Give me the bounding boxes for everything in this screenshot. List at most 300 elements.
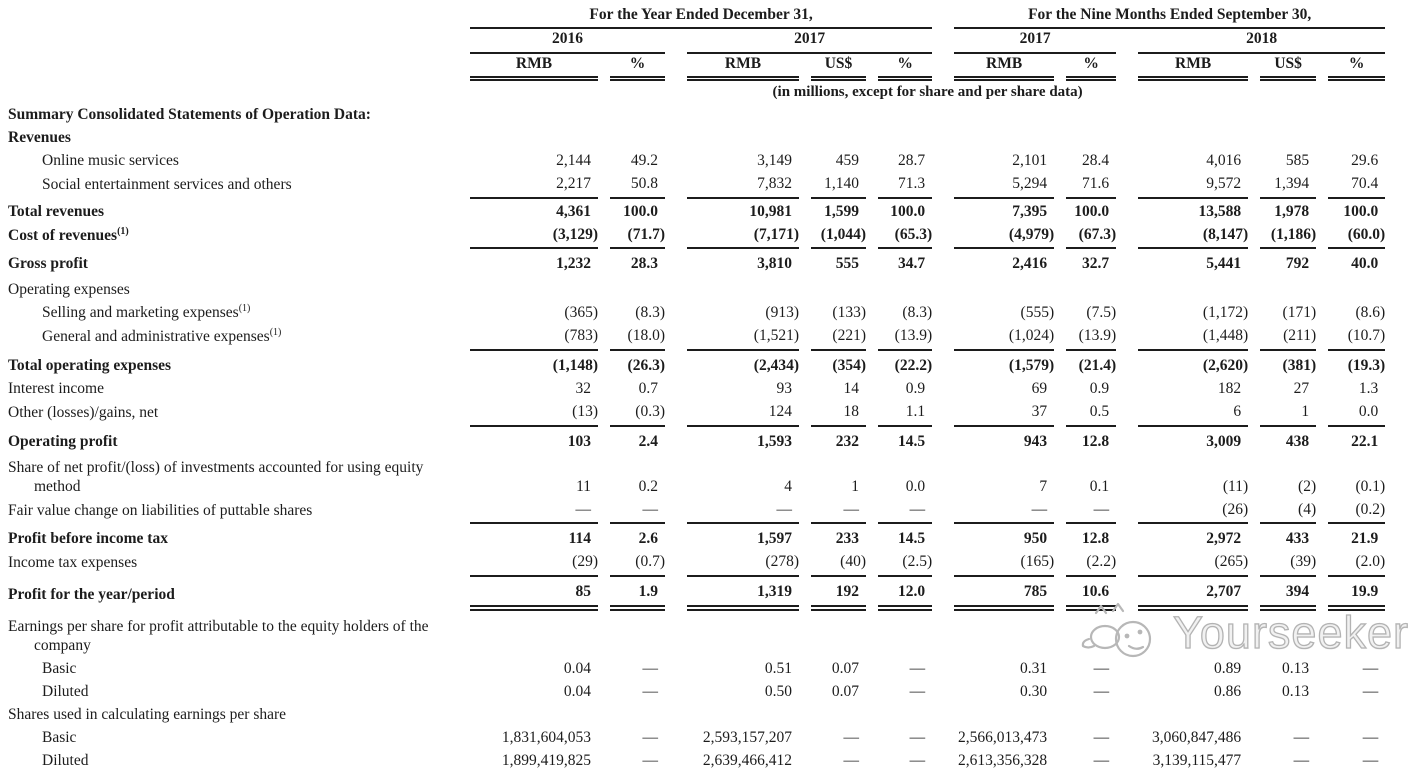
table-row [0,151,1385,174]
cell-value: (13) [470,402,598,426]
cell-value: (913) [765,304,799,322]
cell-value: 585 [1285,151,1310,169]
cell-value [1138,608,1248,659]
cell-value [470,277,598,303]
cell-value: 85 [470,576,598,608]
financial-table [0,5,1385,773]
cell-value: 7 [1039,477,1048,495]
cell-value: 943 [1023,432,1048,450]
cell-value: 100.0 [1074,202,1110,220]
cell-value: 1,593 [757,432,792,450]
cell-value: — [642,682,658,700]
cell-value: 2,972 [1206,530,1242,548]
table-row [0,500,1385,524]
cell-value: 3,060,847,486 [1152,728,1242,746]
cell-value: 1,319 [687,576,799,608]
cell-value: 4 [784,477,792,495]
table-row [0,705,1385,728]
cell-value: (1,186) [1260,225,1316,249]
cell-value: 69 [1031,379,1048,397]
period-header: For the Year Ended December 31, [470,5,932,28]
col-header: % [1328,53,1385,78]
table-row [0,303,1385,326]
cell-value: — [909,659,926,677]
cell-value: 0.51 [764,659,792,677]
cell-value [470,705,598,728]
cell-value: 93 [776,379,792,397]
cell-value: — [1293,728,1310,746]
cell-value: 40.0 [1351,255,1379,273]
cell-value: 7,832 [687,174,799,198]
cell-value: 0.2 [638,477,658,495]
cell-value [878,105,932,128]
cell-value: 394 [1260,576,1316,608]
table-row [0,277,1385,303]
cell-value: 71.6 [1066,174,1116,198]
cell-value: 28.4 [1082,151,1110,169]
cell-value: 114 [568,530,591,548]
col-header: US$ [1260,53,1316,78]
row-label: Total operating expenses [8,357,172,375]
cell-value: 792 [1285,255,1310,273]
table-row [0,659,1385,682]
cell-value: — [878,500,932,524]
cell-value: 10,981 [749,202,792,220]
cell-value: 34.7 [898,255,926,273]
year-header: 2017 [687,28,932,53]
cell-value: 3,139,115,477 [1152,751,1242,769]
cell-value: (67.3) [1066,225,1116,249]
cell-value [811,128,866,151]
cell-value: 0.31 [1020,659,1048,677]
cell-value: — [1293,751,1310,769]
cell-value: 28.3 [630,255,658,273]
cell-value [1328,128,1385,151]
cell-value: — [909,751,926,769]
cell-value: (13.9) [1066,326,1116,350]
cell-value: 100.0 [1343,202,1379,220]
table-row [0,350,1385,379]
cell-value: 1.1 [878,402,932,426]
cell-value: 22.1 [1351,432,1379,450]
cell-value [811,105,866,128]
cell-value: — [909,728,926,746]
cell-value: 13,588 [1198,202,1242,220]
cell-value: — [954,500,1054,524]
col-header: RMB [1138,53,1248,78]
cell-value: (18.0) [610,326,665,350]
cell-value: — [642,659,658,677]
cell-value: 37 [954,402,1054,426]
cell-value: (22.2) [894,357,933,375]
cell-value: (2.2) [1066,552,1116,576]
cell-value: 70.4 [1328,174,1385,198]
row-label: Earnings per share for profit attributable to the equity holders of the company [8,618,429,655]
cell-value: (21.4) [1078,357,1117,375]
cell-value: 32.7 [1082,255,1110,273]
cell-value: (0.3) [610,402,665,426]
cell-value: (2) [1298,477,1317,495]
cell-value: 12.8 [1082,530,1110,548]
cell-value: 50.8 [610,174,665,198]
cell-value: (555) [1020,304,1055,322]
cell-value: 1,140 [811,174,866,198]
cell-value [1260,105,1316,128]
year-header: 2018 [1138,28,1385,53]
table-row [0,174,1385,198]
cell-value: 0.30 [1020,682,1048,700]
cell-value [878,705,932,728]
row-label: Online music services [42,151,179,169]
cell-value: 4,016 [1206,151,1242,169]
cell-value: — [470,500,598,524]
cell-value [1066,705,1116,728]
cell-value: 14.5 [898,530,926,548]
row-label: Fair value change on liabilities of puttable shares [8,501,313,519]
cell-value: 71.3 [878,174,932,198]
row-label: Selling and marketing expenses$^{(1)}$ [42,303,251,322]
col-header: RMB [954,53,1054,78]
cell-value: 2,101 [1012,151,1048,169]
cell-value [811,277,866,303]
cell-value [687,128,799,151]
cell-value: (65.3) [878,225,932,249]
cell-value: 5,294 [954,174,1054,198]
cell-value: 1.9 [610,576,665,608]
cell-value: 2,707 [1138,576,1248,608]
cell-value: 1,394 [1260,174,1316,198]
col-header: % [610,53,665,78]
cell-value: 0.9 [905,379,926,397]
cell-value: 1.3 [1358,379,1379,397]
cell-value: (19.3) [1347,357,1386,375]
cell-value [1328,608,1385,659]
cell-value: (7,171) [687,225,799,249]
cell-value [1066,608,1116,659]
cell-value: 10.6 [1066,576,1116,608]
cell-value: (278) [687,552,799,576]
table-row [0,326,1385,350]
row-label: Income tax expenses [8,554,138,572]
cell-value: (26) [1138,500,1248,524]
cell-value: 49.2 [630,151,658,169]
row-label: Cost of revenues$^{(1)}$ [8,225,129,244]
cell-value: (26.3) [627,357,665,375]
cell-value [470,608,598,659]
cell-value [610,608,665,659]
cell-value: 182 [1217,379,1242,397]
cell-value: 14.5 [898,432,926,450]
watermark-text: Yourseeker [1173,606,1409,658]
cell-value: 27 [1293,379,1310,397]
cell-value: (171) [1282,304,1317,322]
col-header: US$ [811,53,866,78]
col-header: RMB [470,53,598,78]
cell-value [610,705,665,728]
cell-value: (2,620) [1202,357,1249,375]
cell-value [878,277,932,303]
table-row [0,455,1385,500]
cell-value: (39) [1260,552,1316,576]
cell-value: (211) [1260,326,1316,350]
cell-value: 0.5 [1066,402,1116,426]
row-label: Profit for the year/period [8,586,175,604]
cell-value: (8.3) [635,304,665,322]
cell-value [470,128,598,151]
cell-value: — [1093,751,1110,769]
cell-value [1328,105,1385,128]
cell-value: 192 [811,576,866,608]
cell-value: 1,978 [1274,202,1310,220]
row-label: General and administrative expenses$^{(1)}$ [42,327,282,346]
cell-value: (7.5) [1086,304,1117,322]
cell-value: (2.5) [878,552,932,576]
row-label: Summary Consolidated Statements of Operation Data: [8,106,371,124]
cell-value [687,705,799,728]
cell-value [1066,277,1116,303]
row-label: Basic [42,659,77,677]
cell-value: 0.04 [563,659,591,677]
cell-value: 0.9 [1089,379,1110,397]
cell-value [1260,277,1316,303]
cell-value: (0.1) [1355,477,1386,495]
cell-value: (1,148) [552,357,598,375]
cell-value: 2,593,157,207 [702,728,792,746]
cell-value [1260,705,1316,728]
cell-value: 3,149 [757,151,792,169]
row-label: Diluted [42,682,89,700]
table-row [0,576,1385,608]
cell-value: 0.50 [764,682,792,700]
cell-value: 232 [835,432,859,450]
row-label: Profit before income tax [8,530,168,548]
cell-value: 0.07 [831,659,859,677]
table-row [0,426,1385,455]
cell-value: (40) [811,552,866,576]
cell-value: — [1093,728,1110,746]
cell-value: (2,434) [753,357,799,375]
cell-value: 100.0 [890,202,926,220]
cell-value [1138,705,1248,728]
cell-value: 0.13 [1282,682,1310,700]
cell-value [1138,277,1248,303]
cell-value: 2,217 [470,174,598,198]
cell-value [1066,128,1116,151]
cell-value [811,705,866,728]
cell-value: — [1362,751,1379,769]
table-row [0,379,1385,402]
cell-value: (8,147) [1138,225,1248,249]
row-label: Operating profit [8,432,118,450]
row-label: Total revenues [8,202,105,220]
cell-value: 0.04 [563,682,591,700]
cell-value: (11) [1222,477,1249,495]
cell-value: 12.8 [1082,432,1110,450]
cell-value: 2.4 [638,432,658,450]
cell-value: 124 [687,402,799,426]
cell-value: — [1093,682,1110,700]
cell-value: 19.9 [1328,576,1385,608]
table-body [0,105,1385,773]
cell-value: — [811,500,866,524]
cell-value: (71.7) [610,225,665,249]
row-label: Basic [42,728,77,746]
cell-value: 9,572 [1138,174,1248,198]
cell-value: 2,566,013,473 [958,728,1048,746]
cell-value: — [1362,659,1379,677]
row-label: Revenues [8,128,71,146]
cell-value: — [1362,682,1379,700]
cell-value: 1,831,604,053 [501,728,591,746]
document-page [0,5,1409,769]
cell-value: 1 [1260,402,1316,426]
table-row [0,402,1385,426]
cell-value: (8.6) [1355,304,1386,322]
cell-value: 3,009 [1206,432,1242,450]
cell-value [954,128,1054,151]
cell-value [954,608,1054,659]
cell-value [1066,105,1116,128]
cell-value: (165) [954,552,1054,576]
cell-value [1328,277,1385,303]
cell-value: (3,129) [470,225,598,249]
cell-value: (783) [470,326,598,350]
cell-value [687,277,799,303]
cell-value [878,128,932,151]
row-label: Share of net profit/(loss) of investments accounted for using equity method [8,458,424,495]
table-row [0,225,1385,249]
year-header: 2016 [470,28,665,53]
cell-value: 1,899,419,825 [501,751,591,769]
row-label: Gross profit [8,255,88,273]
cell-value: 0.07 [831,682,859,700]
cell-value: — [642,728,658,746]
cell-value: — [642,751,658,769]
cell-value [687,608,799,659]
row-label: Interest income [8,379,104,397]
col-header: % [1066,53,1116,78]
cell-value: 0.0 [1328,402,1385,426]
table-row [0,682,1385,705]
table-row [0,248,1385,277]
row-label: Diluted [42,751,89,769]
row-label: Operating expenses [8,281,130,299]
cell-value: 18 [811,402,866,426]
cell-value: — [909,682,926,700]
cell-value: 0.7 [638,379,658,397]
cell-value: — [610,500,665,524]
row-label: Social entertainment services and others [42,175,292,193]
cell-value: 6 [1138,402,1248,426]
cell-value: 4,361 [556,202,591,220]
cell-value: (10.7) [1328,326,1385,350]
cell-value: 785 [954,576,1054,608]
cell-value: 2,613,356,328 [958,751,1048,769]
cell-value: 12.0 [878,576,932,608]
cell-value [610,277,665,303]
cell-value [1260,608,1316,659]
cell-value [954,705,1054,728]
cell-value [687,105,799,128]
cell-value: 14 [843,379,859,397]
cell-value: 0.1 [1089,477,1110,495]
row-label: Shares used in calculating earnings per share [8,705,287,723]
cell-value: (1,044) [811,225,866,249]
table-row [0,523,1385,552]
cell-value: 433 [1285,530,1310,548]
cell-value: (2.0) [1328,552,1385,576]
cell-value: 950 [1023,530,1048,548]
col-header: RMB [687,53,799,78]
cell-value [878,608,932,659]
cell-value: 2.6 [638,530,658,548]
cell-value: — [1066,500,1116,524]
cell-value: 103 [567,432,591,450]
cell-value: (365) [564,304,598,322]
cell-value: 438 [1285,432,1310,450]
cell-value: (1,172) [1202,304,1249,322]
cell-value: (0.7) [610,552,665,576]
cell-value: (1,521) [687,326,799,350]
cell-value: 459 [835,151,859,169]
cell-value: 11 [576,477,591,495]
cell-value: — [843,751,859,769]
cell-value: 1,599 [824,202,859,220]
cell-value: 2,639,466,412 [702,751,792,769]
cell-value [1260,128,1316,151]
table-row [0,198,1385,225]
cell-value [1138,105,1248,128]
cell-value: 21.9 [1351,530,1379,548]
table-row [0,728,1385,751]
units-note: (in millions, except for share and per share data) [772,83,1083,100]
cell-value [1138,128,1248,151]
cell-value: 0.89 [1214,659,1242,677]
cell-value: (381) [1282,357,1317,375]
cell-value: (13.9) [878,326,932,350]
cell-value: (1,579) [1008,357,1055,375]
cell-value: 29.6 [1351,151,1379,169]
table-row [0,552,1385,576]
cell-value: (354) [832,357,866,375]
table-row [0,608,1385,659]
cell-value: (1,448) [1138,326,1248,350]
cell-value: 7,395 [1012,202,1048,220]
cell-value: 1,597 [757,530,792,548]
cell-value: (0.2) [1328,500,1385,524]
cell-value: (133) [832,304,866,322]
cell-value [811,608,866,659]
cell-value: (60.0) [1328,225,1385,249]
year-header: 2017 [954,28,1116,53]
cell-value: 5,441 [1206,255,1242,273]
cell-value: 1 [851,477,859,495]
cell-value: — [843,728,859,746]
cell-value: (4,979) [954,225,1054,249]
table-header [0,5,1385,105]
cell-value: 233 [835,530,859,548]
cell-value [954,105,1054,128]
cell-value: (221) [811,326,866,350]
col-header: % [878,53,932,78]
cell-value: — [1093,659,1110,677]
cell-value: (265) [1138,552,1248,576]
cell-value: 0.0 [905,477,926,495]
cell-value: 3,810 [757,255,792,273]
cell-value [1328,705,1385,728]
cell-value: (8.3) [902,304,933,322]
cell-value: (1,024) [954,326,1054,350]
